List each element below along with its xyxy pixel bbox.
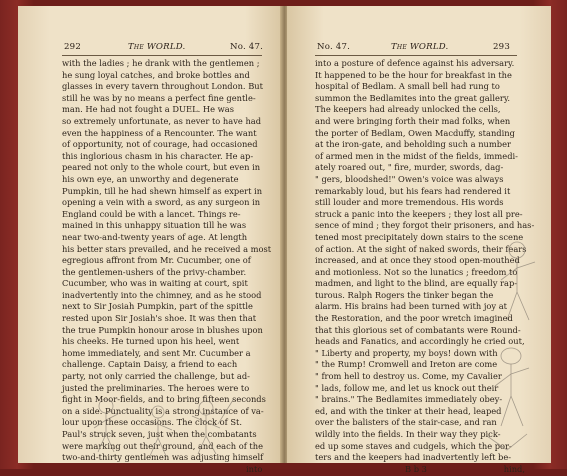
- right-running-title: [391, 42, 448, 52]
- right-page-line: increased, and at once they stood open-mouthed: [315, 255, 520, 266]
- right-page-line: " gers, bloodshed!" Owen's voice was always: [315, 173, 504, 184]
- right-page-line: heads and Fanatics, and accordingly he cried out,: [315, 336, 525, 347]
- left-catchword: into: [246, 464, 263, 474]
- signature-mark: B b 3: [405, 464, 427, 474]
- right-page-line: hospital of Bedlam. A small bell had rung to: [315, 81, 500, 92]
- right-page-line: ately roared out, " fire, murder, swords, dag-: [315, 162, 504, 173]
- left-page-line: of opportunity, not of courage, had occasioned: [62, 139, 258, 150]
- right-page-line: still louder and more tremendous. His words: [315, 197, 504, 208]
- right-page-line: the porter of Bedlam, Owen Macduffy, standing: [315, 127, 515, 138]
- left-running-title-text: The WORLD.: [128, 42, 186, 52]
- right-page-line: and were bringing forth their mad folks, when: [315, 115, 511, 126]
- left-page-line: near two-and-twenty years of age. At length: [62, 231, 248, 242]
- right-page-line: " Liberty and property, my boys! down with: [315, 347, 498, 358]
- right-page-line: ed, and with the tinker at their head, leaped: [315, 405, 502, 416]
- right-page-line: hind,: [503, 463, 525, 474]
- pencil-sketch-figures: [88, 394, 238, 460]
- left-page-line: so extremely unfortunate, as never to have had: [62, 115, 262, 126]
- left-page-line: egregious affront from Mr. Cucumber, one of: [62, 255, 251, 266]
- right-page-line: over the balisters of the stair-case, and ran: [315, 417, 497, 428]
- left-page-line: England could be with a lancet. Things re-: [62, 208, 241, 219]
- right-page-line: " lads, follow me, and let us knock out their: [315, 382, 499, 393]
- left-page-line: rested upon Sir Josiah's shoe. It was then that: [62, 313, 257, 324]
- left-page-line: his better stars prevailed, and he received a most: [62, 243, 272, 254]
- left-running-title: [128, 42, 185, 52]
- left-page-line: inadvertently into the chimney, and as he stood: [62, 289, 262, 300]
- right-page-line: of armed men in the midst of the fields, immedi-: [315, 150, 518, 161]
- right-page-line: madmen, and light to the blind, are equally rap-: [315, 278, 518, 289]
- left-page-line: two-and-thirty gentlemen was adjusting himself: [62, 452, 264, 463]
- right-page-line: remarkably loud, but his fears had rendered it: [315, 185, 511, 196]
- left-page-line: mained in this unhappy situation till he was: [62, 220, 247, 231]
- left-page-line: were marking out their ground, and each of the: [62, 440, 263, 451]
- left-page-line: Paul's struck seven, just when the combatants: [62, 429, 257, 439]
- left-page-line: fight in Moor-fields, and to bring fifteen seconds: [62, 394, 266, 405]
- left-page-line: man. He had not fought a DUEL. He was: [62, 104, 234, 115]
- left-page-line: his own eye, an unworthy and degenerate: [62, 173, 239, 184]
- left-page-line: on a side. Punctuality is a strong instance of va-: [62, 405, 264, 416]
- right-page-line: struck a panic into the keepers ; they lost all pre-: [315, 208, 523, 219]
- right-page-line: It happened to be the hour for breakfast in the: [315, 69, 512, 80]
- left-page-line: even the happiness of a Rencounter. The want: [62, 127, 257, 138]
- pencil-sketch-margin-figures: [467, 236, 551, 456]
- right-page-line: alarm. His brains had been turned with joy at: [315, 301, 507, 312]
- right-page-line: into a posture of defence against his adversary.: [315, 58, 515, 68]
- right-page-line: sence of mind ; they forgot their prisoners, and has-: [315, 220, 535, 231]
- left-page-line: he sung loyal catches, and broke bottles and: [62, 69, 250, 80]
- left-page-line: peared not only to the whole court, but even in: [62, 162, 261, 173]
- left-issue-number: No. 47.: [230, 42, 264, 52]
- right-page: [287, 6, 551, 474]
- left-page-number: 292: [64, 42, 82, 52]
- left-page-line: Cucumber, who was in waiting at court, spit: [62, 278, 248, 289]
- right-page-line: the Restoration, and the poor wretch imagined: [315, 313, 513, 324]
- right-header-rule: [315, 55, 517, 56]
- left-page-line: next to Sir Josiah Pumpkin, part of the spittle: [62, 301, 253, 312]
- right-page-line: wildly into the fields. In their way they pick-: [315, 429, 501, 439]
- right-page-line: tened most precipitately down stairs to the scene: [315, 231, 524, 242]
- right-page-line: " from hell to destroy us. Come, my Cavalier: [315, 371, 502, 382]
- right-page-line: ters and the keepers had inadvertently left be-: [315, 452, 512, 463]
- left-page-line: challenge. Captain Daisy, a friend to each: [62, 359, 238, 370]
- left-page-line: opening a vein with a sword, as any surgeon in: [62, 197, 261, 208]
- left-page-line: home immediately, and sent Mr. Cucumber a: [62, 347, 251, 358]
- left-page-line: his cheeks. He turned upon his heel, went: [62, 336, 240, 347]
- left-page-line: this inglorious chasm in his character. He ap-: [62, 150, 254, 161]
- right-page-line: summon the Bedlamites into the great gallery.: [315, 92, 511, 103]
- left-page-line: justed the preliminaries. The heroes were to: [62, 382, 250, 393]
- left-page-line: lour upon these occasions. The clock of St.: [62, 417, 243, 428]
- right-page-line: and motionless. Not so the lunatics ; freedom to: [315, 266, 518, 277]
- right-page-line: of action. At the sight of naked swords, their fears: [315, 243, 527, 254]
- left-page-line: Pumpkin, till he had shewn himself as expert in: [62, 185, 263, 196]
- left-page-line: still he was by no means a perfect fine gentle-: [62, 92, 256, 103]
- right-page-line: " brains." The Bedlamites immediately obey-: [315, 394, 503, 405]
- left-page-line: party, not only carried the challenge, but ad-: [62, 371, 250, 382]
- left-page-line: glasses in every tavern throughout London. But: [62, 81, 263, 92]
- left-page-line: the gentlemen-ushers of the privy-chamber.: [62, 266, 247, 277]
- right-page-line: at the iron-gate, and beholding such a number: [315, 139, 511, 150]
- left-header-rule: [62, 55, 262, 56]
- right-page-number: 293: [493, 42, 511, 52]
- right-running-title-text: The WORLD.: [391, 42, 449, 52]
- right-page-line: turous. Ralph Rogers the tinker began the: [315, 289, 494, 300]
- book-spread: [18, 6, 551, 474]
- right-page-line: that this glorious set of combatants were Round-: [315, 324, 521, 335]
- left-page: [18, 6, 282, 474]
- right-page-line: ed up some staves and cudgels, which the por-: [315, 440, 512, 451]
- right-page-line: " the Rump! Cromwell and Ireton are come: [315, 359, 498, 370]
- right-issue-number: No. 47.: [317, 42, 351, 52]
- left-page-line: with the ladies ; he drank with the gentlemen ;: [62, 58, 260, 68]
- right-page-line: The keepers had already unlocked the cells,: [315, 104, 501, 115]
- left-page-line: the true Pumpkin honour arose in blushes upon: [62, 324, 263, 335]
